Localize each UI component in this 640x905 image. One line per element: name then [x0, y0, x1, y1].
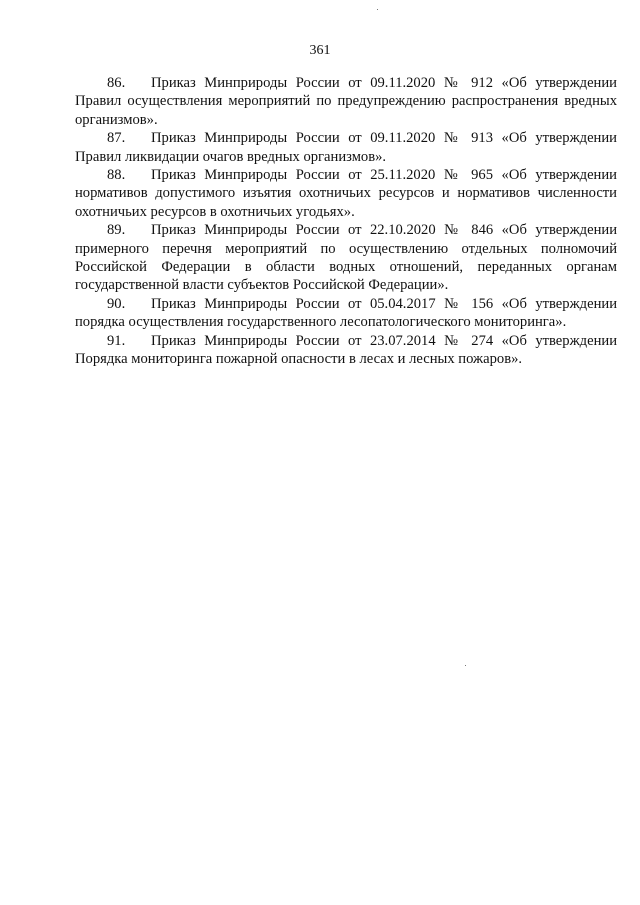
- item-text: Приказ Минприроды России от 05.04.2017 № 156 «Об утверждении порядка осуществления государственного лесопатологического мониторинга».: [75, 295, 617, 331]
- item-text: Приказ Минприроды России от 22.10.2020 № 846 «Об утверждении примерного перечня мероприятий по осуществлению отдельных полномочий Российской Федерации в области водных отношений, переданных органам государственной власти субъектов Российской Федерации».: [75, 222, 617, 294]
- item-number: 87.: [107, 130, 126, 147]
- list-item: [75, 332, 617, 369]
- scan-speck: [377, 9, 378, 10]
- item-text: Приказ Минприроды России от 25.11.2020 № 965 «Об утверждении нормативов допустимого изъятия охотничьих ресурсов и нормативов численности охотничьих ресурсов в охотничьих угодьях».: [75, 167, 617, 220]
- list-item: [75, 295, 617, 332]
- document-body: [75, 74, 617, 369]
- item-text: Приказ Минприроды России от 09.11.2020 № 912 «Об утверждении Правил осуществления мероприятий по предупреждению распространения вредных организмов».: [75, 75, 617, 128]
- list-item: [75, 221, 617, 295]
- item-number: 91.: [107, 332, 126, 349]
- list-item: [75, 74, 617, 129]
- item-text: Приказ Минприроды России от 09.11.2020 № 913 «Об утверждении Правил ликвидации очагов вредных организмов».: [75, 130, 617, 165]
- page-number: 361: [309, 43, 331, 58]
- item-number: 88.: [107, 167, 126, 184]
- list-item: [75, 129, 617, 166]
- list-item: [75, 166, 617, 221]
- item-text: Приказ Минприроды России от 23.07.2014 № 274 «Об утверждении Порядка мониторинга пожарной опасности в лесах и лесных пожаров».: [75, 332, 617, 368]
- item-number: 90.: [107, 295, 126, 312]
- scan-speck: [465, 665, 466, 666]
- item-number: 89.: [107, 222, 126, 239]
- item-number: 86.: [107, 75, 126, 91]
